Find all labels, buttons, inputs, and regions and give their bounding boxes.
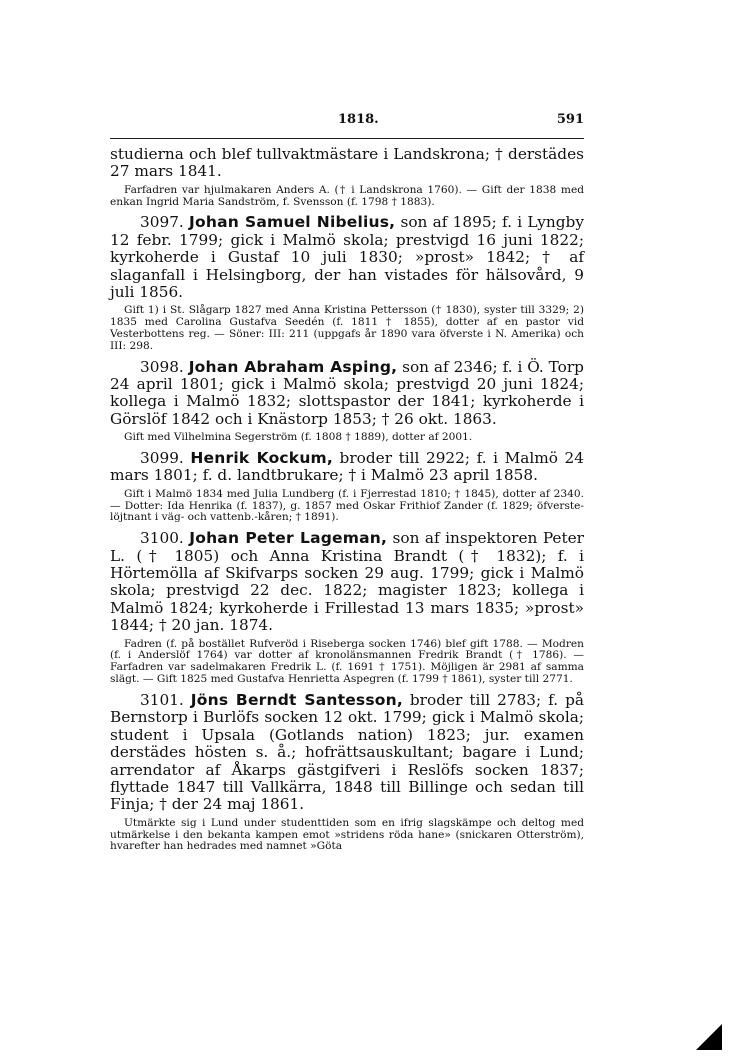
entry-number: 3098. [140, 357, 184, 376]
entry-3098 [110, 359, 584, 429]
entry-3097 [110, 214, 584, 301]
footnote-paragraph [110, 489, 584, 524]
footnote-paragraph [110, 185, 584, 209]
entry-3101 [110, 692, 584, 814]
entry-text: son af inspektoren Peter L. († 1805) och Anna Kristina Brandt († 1832); f. i Hörtemölla af Skifvarps socken 29 aug. 1799; gick i Malmö skola; prestvigd 22 dec. 1822; magister 1823; kollega i Malmö 1824; kyrkoherde i Frillestad 13 mars 1835; »prost» 1844; † 20 jan. 1874. [110, 529, 584, 635]
page-number: 591 [556, 112, 584, 127]
entry-number: 3100. [140, 529, 184, 548]
page-corner-mark [696, 1024, 722, 1050]
entry-3100 [110, 530, 584, 634]
entry-name: Johan Peter Lageman, [189, 529, 388, 548]
header-rule [110, 138, 584, 139]
entry-name: Johan Abraham Asping, [188, 357, 398, 376]
entry-number: 3099. [140, 449, 184, 468]
paragraph-text: studierna och blef tullvaktmästare i Landskrona; † derstädes 27 mars 1841. [110, 145, 584, 181]
footnote-paragraph [110, 818, 584, 853]
running-year: 1818. [338, 112, 379, 127]
page-body [110, 146, 584, 853]
entry-name: Henrik Kockum, [190, 449, 333, 468]
footnote-text: Gift i Malmö 1834 med Julia Lundberg (f. i Fjerrestad 1810; † 1845), dotter af 2340. — Dotter: Ida Henrika (f. 1837), g. 1857 med Oskar Frithiof Zander (f. 1829; öfverste-löjtnant i väg- och vattenb.-kåren; † 1891). [110, 487, 584, 524]
footnote-text: Gift 1) i St. Slågarp 1827 med Anna Kristina Pettersson († 1830), syster till 3329; 2) 1835 med Carolina Gustafva Seedén (f. 1811 † 1855), dotter af en pastor vid Vesterbottens reg. — Söner: III: 211 (uppgafs år 1890 vara öfverste i N. Amerika) och III: 298. [110, 304, 584, 352]
entry-text: son af 2346; f. i Ö. Torp 24 april 1801; gick i Malmö skola; prestvigd 20 juni 1824; kollega i Malmö 1832; slottspastor der 1841; kyrkoherde i Görslöf 1842 och i Knästorp 1853; † 26 okt. 1863. [110, 357, 584, 428]
footnote-text: Farfadren var hjulmakaren Anders A. († i Landskrona 1760). — Gift der 1838 med enkan Ingrid Maria Sandström, f. Svensson (f. 1798 † 1883). [110, 183, 584, 208]
continued-paragraph [110, 146, 584, 181]
entry-text: broder till 2783; f. på Bernstorp i Burlöfs socken 12 okt. 1799; gick i Malmö skola; student i Upsala (Gotlands nation) 1823; jur. examen derstädes hösten s. å.; hofrättsauskultant; bagare i Lund; arrendator af Åkarps gästgifveri i Reslöfs socken 1837; flyttade 1847 till Vallkärra, 1848 till Billinge och sedan till Finja; † der 24 maj 1861. [110, 690, 584, 814]
footnote-paragraph [110, 432, 584, 444]
book-page [110, 112, 584, 855]
footnote-paragraph [110, 305, 584, 352]
entry-name: Johan Samuel Nibelius, [189, 213, 396, 232]
entry-number: 3101. [140, 690, 184, 709]
entry-text: son af 1895; f. i Lyngby 12 febr. 1799; gick i Malmö skola; prestvigd 16 juni 1822; kyrkoherde i Gustaf 10 juli 1830; »prost» 1842; † af slaganfall i Helsingborg, der han vistades för hälsovård, 9 juli 1856. [110, 213, 584, 302]
footnote-text: Gift med Vilhelmina Segerström (f. 1808 † 1889), dotter af 2001. [124, 431, 473, 444]
footnote-paragraph [110, 639, 584, 686]
entry-number: 3097. [140, 213, 184, 232]
entry-name: Jöns Berndt Santesson, [190, 690, 403, 709]
entry-3099 [110, 450, 584, 485]
footnote-text: Utmärkte sig i Lund under studenttiden som en ifrig slagskämpe och deltog med utmärkelse i den bekanta kampen emot »stridens röda hane» (snickaren Otterström), hvarefter han hedrades med namnet »Göta [110, 816, 584, 853]
entry-text: broder till 2922; f. i Malmö 24 mars 1801; f. d. landtbrukare; † i Malmö 23 april 1858. [110, 449, 584, 485]
page-header [110, 112, 584, 134]
footnote-text: Fadren (f. på bostället Rufveröd i Riseberga socken 1746) blef gift 1788. — Modren (f. i Anderslöf 1764) var dotter af kronolänsmannen Fredrik Brandt († 1786). — Farfadren var sadelmakaren Fredrik L. (f. 1691 † 1751). Möjligen är 2981 af samma slägt. — Gift 1825 med Gustafva Henrietta Aspegren (f. 1799 † 1861), syster till 2771. [110, 637, 584, 686]
